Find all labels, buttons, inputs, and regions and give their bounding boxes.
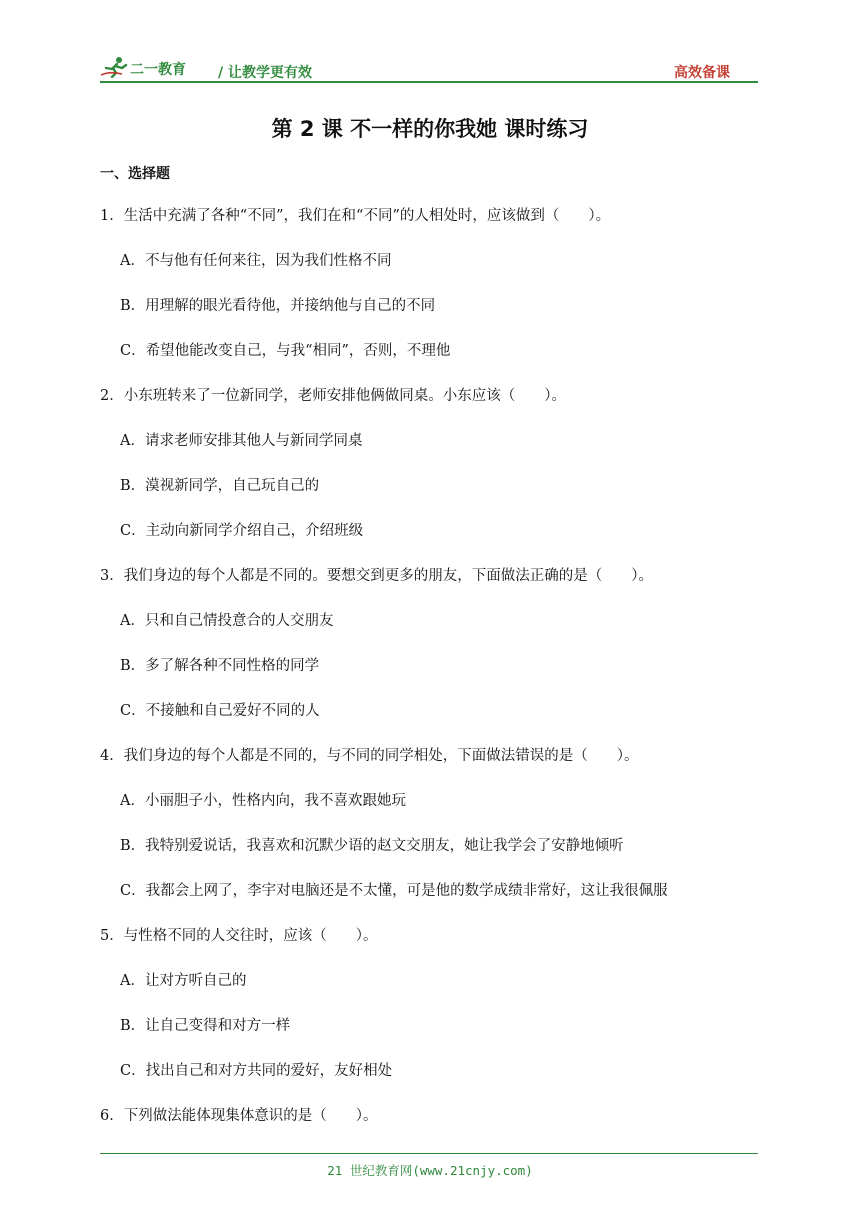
question-4-option-a: A．小丽胆子小，性格内向，我不喜欢跟她玩 bbox=[120, 793, 406, 809]
question-5-option-c: C．找出自己和对方共同的爱好，友好相处 bbox=[120, 1063, 393, 1079]
question-5-option-b: B．让自己变得和对方一样 bbox=[120, 1018, 291, 1034]
question-1-option-b: B．用理解的眼光看待他，并接纳他与自己的不同 bbox=[120, 298, 436, 314]
running-man-icon bbox=[100, 56, 130, 78]
question-4-stem: 4．我们身边的每个人都是不同的，与不同的同学相处，下面做法错误的是（ ）。 bbox=[100, 748, 639, 764]
footer-divider bbox=[100, 1153, 758, 1154]
footer-link[interactable]: 21 世纪教育网(www.21cnjy.com) bbox=[327, 1163, 533, 1178]
question-1-stem: 1．生活中充满了各种“不同”，我们在和“不同”的人相处时，应该做到（ ）。 bbox=[100, 208, 611, 224]
page-title: 第 2 课 不一样的你我她 课时练习 bbox=[271, 117, 589, 141]
page-header bbox=[100, 54, 758, 84]
site-logo[interactable] bbox=[100, 54, 212, 80]
question-4-option-c: C．我都会上网了，李宇对电脑还是不太懂，可是他的数学成绩非常好，这让我很佩服 bbox=[120, 883, 668, 899]
question-2-stem: 2．小东班转来了一位新同学，老师安排他俩做同桌。小东应该（ ）。 bbox=[100, 388, 566, 404]
question-3-option-c: C．不接触和自己爱好不同的人 bbox=[120, 703, 320, 719]
header-tagline: 高效备课 bbox=[674, 65, 730, 81]
question-3-stem: 3．我们身边的每个人都是不同的。要想交到更多的朋友，下面做法正确的是（ ）。 bbox=[100, 568, 653, 584]
question-5-stem: 5．与性格不同的人交往时，应该（ ）。 bbox=[100, 928, 378, 944]
section-heading: 一、选择题 bbox=[100, 166, 170, 182]
question-1-option-a: A．不与他有任何来往，因为我们性格不同 bbox=[120, 253, 392, 269]
question-6-stem: 6．下列做法能体现集体意识的是（ ）。 bbox=[100, 1108, 378, 1124]
question-3-option-b: B．多了解各种不同性格的同学 bbox=[120, 658, 320, 674]
question-4-option-b: B．我特别爱说话，我喜欢和沉默少语的赵文交朋友，她让我学会了安静地倾听 bbox=[120, 838, 624, 854]
question-1-option-c: C．希望他能改变自己，与我“相同”，否则，不理他 bbox=[120, 343, 451, 359]
question-2-option-a: A．请求老师安排其他人与新同学同桌 bbox=[120, 433, 363, 449]
header-divider bbox=[100, 81, 758, 83]
question-2-option-b: B．漠视新同学，自己玩自己的 bbox=[120, 478, 320, 494]
logo-text: 二一教育 bbox=[130, 62, 186, 78]
header-slogan: / 让教学更有效 bbox=[218, 65, 312, 81]
question-5-option-a: A．让对方听自己的 bbox=[120, 973, 247, 989]
question-3-option-a: A．只和自己情投意合的人交朋友 bbox=[120, 613, 334, 629]
question-2-option-c: C．主动向新同学介绍自己，介绍班级 bbox=[120, 523, 364, 539]
